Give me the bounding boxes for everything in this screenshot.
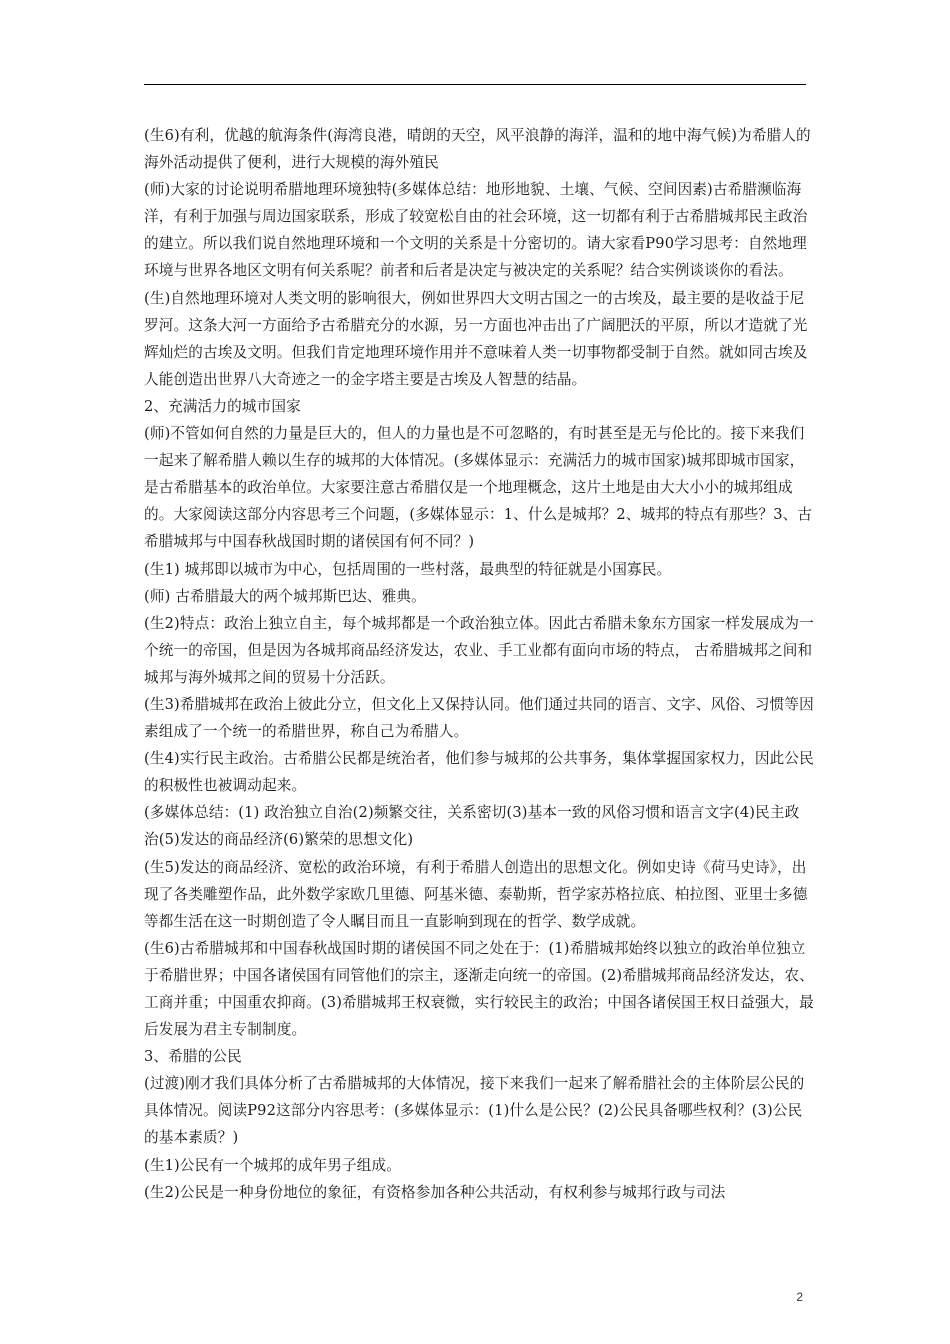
header-rule [144,84,806,85]
paragraph: (生4)实行民主政治。古希腊公民都是统治者，他们参与城邦的公共事务，集体掌握国家权力，因此公民的积极性也被调动起来。 [144,750,814,795]
paragraph: (师)不管如何自然的力量是巨大的，但人的力量也是不可忽略的，有时甚至是无与伦比的。接下来我们一起来了解希腊人赖以生存的城邦的大体情况。(多媒体显示：充满活力的城市国家)城邦即城市国家，是古希腊基本的政治单位。大家要注意古希腊仅是一个地理概念，这片土地是由大大小小的城邦组成的。大家阅读这部分内容思考三个问题，(多媒体显示：1、什么是城邦？2、城邦的特点有那些？3、古希腊城邦与中国春秋战国时期的诸侯国有何不同？) [144,425,813,551]
page-number: 2 [796,1290,803,1304]
paragraph: (生1) 城邦即以城市为中心，包括周围的一些村落，最典型的特征就是小国寡民。 [144,560,672,578]
paragraph: (过渡)刚才我们具体分析了古希腊城邦的大体情况，接下来我们一起来了解希腊社会的主体阶层公民的具体情况。阅读P92这部分内容思考：(多媒体显示：(1)什么是公民？(2)公民具备哪些权利？(3)公民的基本素质？) [144,1075,805,1147]
paragraph: (师) 古希腊最大的两个城邦斯巴达、雅典。 [144,587,426,605]
section-heading: 3、希腊的公民 [144,1048,242,1066]
paragraph: (生6)有利，优越的航海条件(海湾良港，晴朗的天空，风平浪静的海洋，温和的地中海气候)为希腊人的海外活动提供了便利，进行大规模的海外殖民 [144,127,811,172]
paragraph: (生6)古希腊城邦和中国春秋战国时期的诸侯国不同之处在于：(1)希腊城邦始终以独立的政治单位独立于希腊世界；中国各诸侯国有同管他们的宗主，逐渐走向统一的帝国。(2)希腊城邦商品经济发达，农、工商并重；中国重农抑商。(3)希腊城邦王权衰微，实行较民主的政治；中国各诸侯国王权日益强大，最后发展为君主专制制度。 [144,939,814,1039]
paragraph: (生2)特点：政治上独立自主，每个城邦都是一个政治独立体。因此古希腊未象东方国家一样发展成为一个统一的帝国，但是因为各城邦商品经济发达，农业、手工业都有面向市场的特点， 古希腊城邦之间和城邦与海外城邦之间的贸易十分活跃。 [144,614,814,686]
paragraph: (生3)希腊城邦在政治上彼此分立，但文化上又保持认同。他们通过共同的语言、文字、风俗、习惯等因素组成了一个统一的希腊世界，称自己为希腊人。 [144,695,814,741]
document-body [144,122,814,1206]
paragraph: (生2)公民是一种身份地位的象征，有资格参加各种公共活动，有权利参与城邦行政与司法 [144,1183,726,1201]
paragraph: (师)大家的讨论说明希腊地理环境独特(多媒体总结：地形地貌、土壤、气候、空间因素)古希腊濒临海洋，有利于加强与周边国家联系，形成了较宽松自由的社会环境，这一切都有利于古希腊城邦民主政治的建立。所以我们说自然地理环境和一个文明的关系是十分密切的。请大家看P90学习思考：自然地理环境与世界各地区文明有何关系呢？前者和后者是决定与被决定的关系呢？结合实例谈谈你的看法。 [144,181,808,280]
paragraph: (生5)发达的商品经济、宽松的政治环境，有利于希腊人创造出的思想文化。例如史诗《荷马史诗》，出现了各类雕塑作品，此外数学家欧几里德、阿基米德、泰勒斯，哲学家苏格拉底、柏拉图、亚里士多德等都生活在这一时期创造了令人瞩目而且一直影响到现在的哲学、数学成就。 [144,858,808,930]
paragraph: (生)自然地理环境对人类文明的影响很大，例如世界四大文明古国之一的古埃及，最主要的是收益于尼罗河。这条大河一方面给予古希腊充分的水源，另一方面也冲击出了广阔肥沃的平原，所以才造就了光辉灿烂的古埃及文明。但我们肯定地理环境作用并不意味着人类一切事物都受制于自然。就如同古埃及人能创造出世界八大奇迹之一的金字塔主要是古埃及人智慧的结晶。 [144,289,808,388]
paragraph: (生1)公民有一个城邦的成年男子组成。 [144,1156,402,1174]
paragraph: (多媒体总结：(1) 政治独立自治(2)频繁交往，关系密切(3)基本一致的风俗习惯和语言文字(4)民主政治(5)发达的商品经济(6)繁荣的思想文化) [144,804,800,849]
section-heading: 2、充满活力的城市国家 [144,397,301,415]
